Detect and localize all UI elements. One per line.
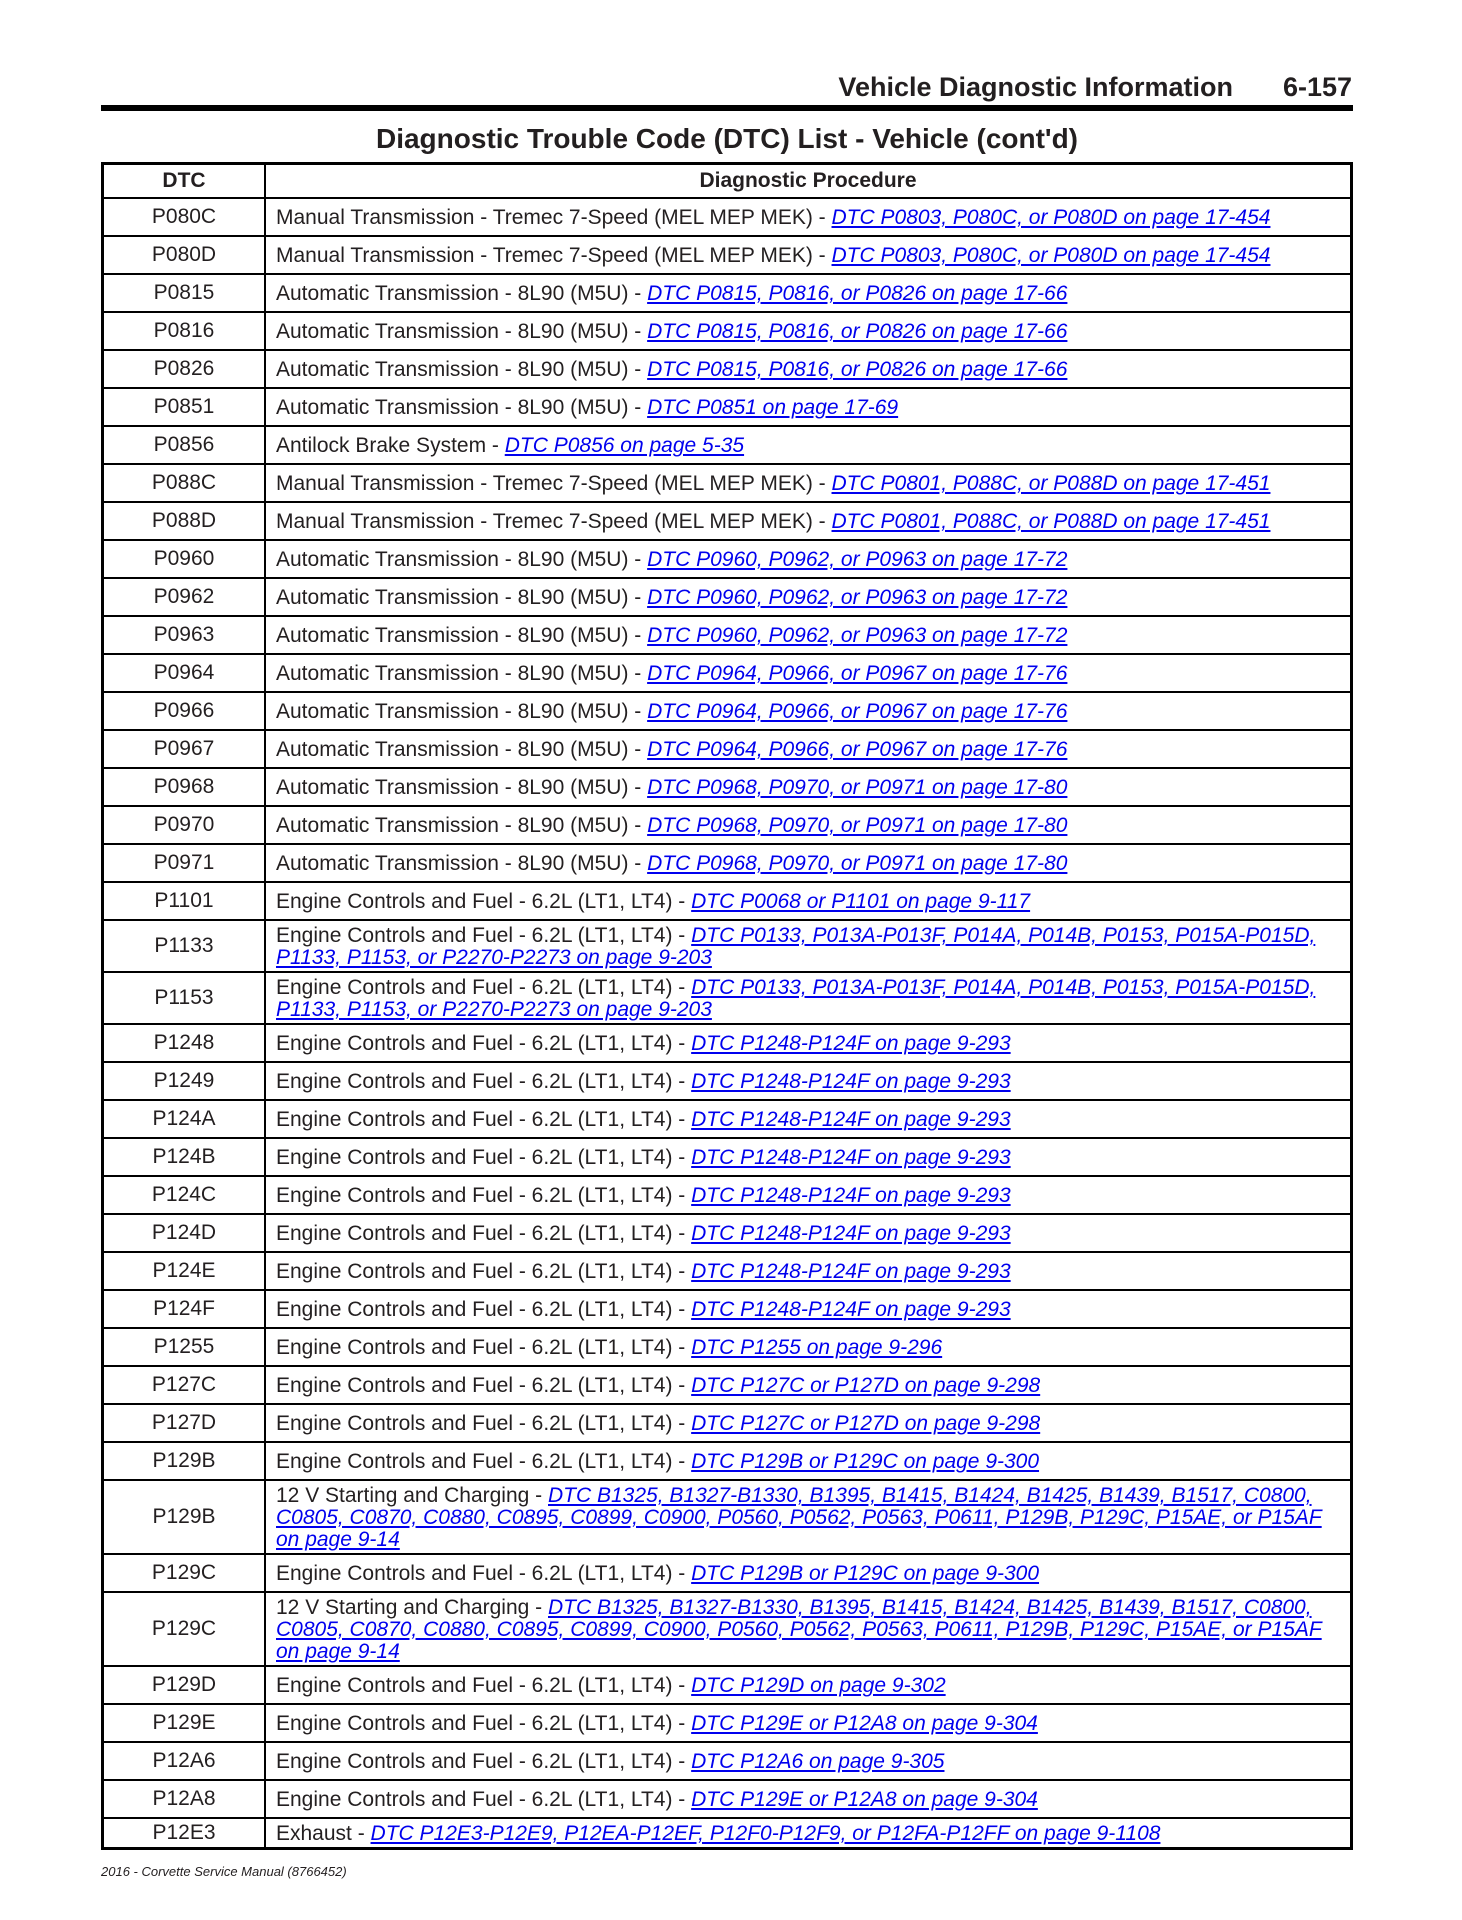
system-name: Manual Transmission - Tremec 7-Speed (MEL MEP MEK) - xyxy=(276,244,832,267)
procedure-link[interactable]: DTC P127C or P127D on page 9-298 xyxy=(691,1374,1041,1397)
table-row xyxy=(103,540,1352,578)
diagnostic-procedure xyxy=(265,236,1352,274)
diagnostic-procedure xyxy=(265,426,1352,464)
procedure-link[interactable]: DTC P0856 on page 5-35 xyxy=(504,434,745,457)
table-row xyxy=(103,312,1352,350)
dtc-table xyxy=(101,162,1353,1850)
procedure-link[interactable]: DTC P129B or P129C on page 9-300 xyxy=(691,1562,1040,1585)
diagnostic-procedure xyxy=(265,1480,1352,1554)
diagnostic-procedure xyxy=(265,540,1352,578)
system-name: Automatic Transmission - 8L90 (M5U) - xyxy=(276,548,648,571)
diagnostic-procedure xyxy=(265,1366,1352,1404)
diagnostic-procedure xyxy=(265,388,1352,426)
table-row xyxy=(103,1366,1352,1404)
diagnostic-procedure xyxy=(265,692,1352,730)
system-name: Engine Controls and Fuel - 6.2L (LT1, LT4) - xyxy=(276,924,692,947)
system-name: Engine Controls and Fuel - 6.2L (LT1, LT4) - xyxy=(276,1788,692,1811)
diagnostic-procedure xyxy=(265,1404,1352,1442)
table-row xyxy=(103,1176,1352,1214)
diagnostic-procedure xyxy=(265,616,1352,654)
diagnostic-procedure xyxy=(265,1176,1352,1214)
column-header-procedure: Diagnostic Procedure xyxy=(265,164,1352,199)
procedure-link[interactable]: DTC B1325, B1327-B1330, B1395, B1415, B1424, B1425, B1439, B1517, C0800, C0805, C0870, C0880, C0895, C0899, C0900, P0560, P0562, P0563, P0611, P129B, P129C, P15AE, or P15AF on page 9-14 xyxy=(276,1596,1322,1663)
table-row xyxy=(103,1592,1352,1666)
dtc-code: P129B xyxy=(103,1442,266,1480)
procedure-link[interactable]: DTC P129B or P129C on page 9-300 xyxy=(691,1450,1040,1473)
diagnostic-procedure xyxy=(265,464,1352,502)
procedure-link[interactable]: DTC P0968, P0970, or P0971 on page 17-80 xyxy=(647,776,1068,799)
system-name: Engine Controls and Fuel - 6.2L (LT1, LT4) - xyxy=(276,1184,692,1207)
procedure-link[interactable]: DTC P0068 or P1101 on page 9-117 xyxy=(691,890,1031,913)
system-name: Engine Controls and Fuel - 6.2L (LT1, LT4) - xyxy=(276,1070,692,1093)
procedure-link[interactable]: DTC P1248-P124F on page 9-293 xyxy=(691,1146,1011,1169)
procedure-link[interactable]: DTC P0803, P080C, or P080D on page 17-454 xyxy=(831,206,1271,229)
procedure-link[interactable]: DTC P0801, P088C, or P088D on page 17-451 xyxy=(831,510,1271,533)
procedure-link[interactable]: DTC P1248-P124F on page 9-293 xyxy=(691,1184,1011,1207)
table-row xyxy=(103,464,1352,502)
dtc-code: P0851 xyxy=(103,388,266,426)
procedure-link[interactable]: DTC P0851 on page 17-69 xyxy=(647,396,899,419)
system-name: Automatic Transmission - 8L90 (M5U) - xyxy=(276,396,648,419)
table-row xyxy=(103,920,1352,972)
dtc-code: P0962 xyxy=(103,578,266,616)
system-name: Engine Controls and Fuel - 6.2L (LT1, LT4) - xyxy=(276,1450,692,1473)
table-row xyxy=(103,654,1352,692)
system-name: Manual Transmission - Tremec 7-Speed (MEL MEP MEK) - xyxy=(276,472,832,495)
procedure-link[interactable]: DTC P1248-P124F on page 9-293 xyxy=(691,1070,1011,1093)
procedure-link[interactable]: DTC P129D on page 9-302 xyxy=(691,1674,946,1697)
system-name: Automatic Transmission - 8L90 (M5U) - xyxy=(276,852,648,875)
system-name: Automatic Transmission - 8L90 (M5U) - xyxy=(276,320,648,343)
table-row xyxy=(103,1742,1352,1780)
system-name: Engine Controls and Fuel - 6.2L (LT1, LT4) - xyxy=(276,976,692,999)
diagnostic-procedure xyxy=(265,1704,1352,1742)
system-name: Automatic Transmission - 8L90 (M5U) - xyxy=(276,738,648,761)
table-row xyxy=(103,1024,1352,1062)
system-name: Exhaust - xyxy=(276,1822,371,1845)
diagnostic-procedure xyxy=(265,502,1352,540)
dtc-code: P129D xyxy=(103,1666,266,1704)
dtc-code: P12A8 xyxy=(103,1780,266,1818)
diagnostic-procedure xyxy=(265,350,1352,388)
table-row xyxy=(103,1442,1352,1480)
diagnostic-procedure xyxy=(265,1138,1352,1176)
diagnostic-procedure xyxy=(265,768,1352,806)
procedure-link[interactable]: DTC P0815, P0816, or P0826 on page 17-66 xyxy=(647,358,1068,381)
table-row xyxy=(103,972,1352,1024)
system-name: Manual Transmission - Tremec 7-Speed (MEL MEP MEK) - xyxy=(276,510,832,533)
system-name: Engine Controls and Fuel - 6.2L (LT1, LT4) - xyxy=(276,1222,692,1245)
system-name: Automatic Transmission - 8L90 (M5U) - xyxy=(276,358,648,381)
table-row xyxy=(103,1704,1352,1742)
system-name: Engine Controls and Fuel - 6.2L (LT1, LT4) - xyxy=(276,1108,692,1131)
procedure-link[interactable]: DTC P1248-P124F on page 9-293 xyxy=(691,1222,1011,1245)
procedure-link[interactable]: DTC P0960, P0962, or P0963 on page 17-72 xyxy=(647,624,1068,647)
procedure-link[interactable]: DTC P0801, P088C, or P088D on page 17-451 xyxy=(831,472,1271,495)
page-header xyxy=(101,68,1353,108)
diagnostic-procedure xyxy=(265,1742,1352,1780)
system-name: Automatic Transmission - 8L90 (M5U) - xyxy=(276,282,648,305)
table-row xyxy=(103,882,1352,920)
system-name: Antilock Brake System - xyxy=(276,434,505,457)
dtc-code: P129B xyxy=(103,1480,266,1554)
table-row xyxy=(103,616,1352,654)
procedure-link[interactable]: DTC P12E3-P12E9, P12EA-P12EF, P12F0-P12F9, or P12FA-P12FF on page 9-1108 xyxy=(370,1822,1161,1845)
dtc-code: P124B xyxy=(103,1138,266,1176)
diagnostic-procedure xyxy=(265,1592,1352,1666)
table-row xyxy=(103,1818,1352,1849)
dtc-code: P129C xyxy=(103,1592,266,1666)
diagnostic-procedure xyxy=(265,654,1352,692)
diagnostic-procedure xyxy=(265,198,1352,236)
table-row xyxy=(103,768,1352,806)
dtc-code: P0815 xyxy=(103,274,266,312)
dtc-code: P080D xyxy=(103,236,266,274)
table-row xyxy=(103,502,1352,540)
dtc-code: P1153 xyxy=(103,972,266,1024)
dtc-code: P12A6 xyxy=(103,1742,266,1780)
dtc-code: P0971 xyxy=(103,844,266,882)
system-name: 12 V Starting and Charging - xyxy=(276,1596,548,1619)
procedure-link[interactable]: DTC P0815, P0816, or P0826 on page 17-66 xyxy=(647,282,1068,305)
table-row xyxy=(103,1554,1352,1592)
section-title: Vehicle Diagnostic Information xyxy=(838,72,1233,102)
diagnostic-procedure xyxy=(265,1290,1352,1328)
diagnostic-procedure xyxy=(265,1062,1352,1100)
diagnostic-procedure xyxy=(265,1024,1352,1062)
table-header-row xyxy=(103,164,1352,199)
procedure-link[interactable]: DTC P129E or P12A8 on page 9-304 xyxy=(691,1712,1038,1735)
dtc-code: P1133 xyxy=(103,920,266,972)
procedure-link[interactable]: DTC P0133, P013A-P013F, P014A, P014B, P0153, P015A-P015D, P1133, P1153, or P2270-P2273 on page 9-203 xyxy=(276,976,1316,1021)
procedure-link[interactable]: DTC P1248-P124F on page 9-293 xyxy=(691,1260,1011,1283)
diagnostic-procedure xyxy=(265,972,1352,1024)
procedure-link[interactable]: DTC P0133, P013A-P013F, P014A, P014B, P0153, P015A-P015D, P1133, P1153, or P2270-P2273 on page 9-203 xyxy=(276,924,1316,969)
system-name: 12 V Starting and Charging - xyxy=(276,1484,548,1507)
table-row xyxy=(103,1290,1352,1328)
system-name: Automatic Transmission - 8L90 (M5U) - xyxy=(276,586,648,609)
page-number: 6-157 xyxy=(1282,72,1352,102)
procedure-link[interactable]: DTC B1325, B1327-B1330, B1395, B1415, B1424, B1425, B1439, B1517, C0800, C0805, C0870, C0880, C0895, C0899, C0900, P0560, P0562, P0563, P0611, P129B, P129C, P15AE, or P15AF on page 9-14 xyxy=(276,1484,1322,1551)
dtc-code: P080C xyxy=(103,198,266,236)
procedure-link[interactable]: DTC P0960, P0962, or P0963 on page 17-72 xyxy=(647,586,1068,609)
dtc-code: P0966 xyxy=(103,692,266,730)
table-row xyxy=(103,692,1352,730)
table-row xyxy=(103,1138,1352,1176)
diagnostic-procedure xyxy=(265,806,1352,844)
table-row xyxy=(103,730,1352,768)
system-name: Engine Controls and Fuel - 6.2L (LT1, LT4) - xyxy=(276,1712,692,1735)
procedure-link[interactable]: DTC P129E or P12A8 on page 9-304 xyxy=(691,1788,1038,1811)
system-name: Automatic Transmission - 8L90 (M5U) - xyxy=(276,700,648,723)
diagnostic-procedure xyxy=(265,1780,1352,1818)
dtc-code: P0970 xyxy=(103,806,266,844)
table-row xyxy=(103,426,1352,464)
system-name: Engine Controls and Fuel - 6.2L (LT1, LT4) - xyxy=(276,890,692,913)
dtc-code: P088D xyxy=(103,502,266,540)
dtc-code: P0960 xyxy=(103,540,266,578)
procedure-link[interactable]: DTC P0964, P0966, or P0967 on page 17-76 xyxy=(647,738,1068,761)
procedure-link[interactable]: DTC P12A6 on page 9-305 xyxy=(691,1750,945,1773)
procedure-link[interactable]: DTC P0964, P0966, or P0967 on page 17-76 xyxy=(647,662,1068,685)
system-name: Engine Controls and Fuel - 6.2L (LT1, LT4) - xyxy=(276,1146,692,1169)
system-name: Engine Controls and Fuel - 6.2L (LT1, LT4) - xyxy=(276,1374,692,1397)
dtc-code: P0964 xyxy=(103,654,266,692)
dtc-code: P124F xyxy=(103,1290,266,1328)
diagnostic-procedure xyxy=(265,1554,1352,1592)
procedure-link[interactable]: DTC P1248-P124F on page 9-293 xyxy=(691,1108,1011,1131)
dtc-code: P129E xyxy=(103,1704,266,1742)
system-name: Engine Controls and Fuel - 6.2L (LT1, LT4) - xyxy=(276,1336,692,1359)
system-name: Engine Controls and Fuel - 6.2L (LT1, LT4) - xyxy=(276,1750,692,1773)
system-name: Automatic Transmission - 8L90 (M5U) - xyxy=(276,776,648,799)
dtc-code: P12E3 xyxy=(103,1818,266,1849)
system-name: Manual Transmission - Tremec 7-Speed (MEL MEP MEK) - xyxy=(276,206,832,229)
table-row xyxy=(103,1666,1352,1704)
diagnostic-procedure xyxy=(265,1252,1352,1290)
system-name: Engine Controls and Fuel - 6.2L (LT1, LT4) - xyxy=(276,1260,692,1283)
procedure-link[interactable]: DTC P1255 on page 9-296 xyxy=(691,1336,943,1359)
dtc-code: P0816 xyxy=(103,312,266,350)
dtc-code: P124C xyxy=(103,1176,266,1214)
table-row xyxy=(103,1252,1352,1290)
system-name: Automatic Transmission - 8L90 (M5U) - xyxy=(276,814,648,837)
system-name: Engine Controls and Fuel - 6.2L (LT1, LT4) - xyxy=(276,1674,692,1697)
system-name: Automatic Transmission - 8L90 (M5U) - xyxy=(276,624,648,647)
system-name: Engine Controls and Fuel - 6.2L (LT1, LT4) - xyxy=(276,1412,692,1435)
diagnostic-procedure xyxy=(265,882,1352,920)
dtc-code: P129C xyxy=(103,1554,266,1592)
dtc-code: P0856 xyxy=(103,426,266,464)
table-row xyxy=(103,578,1352,616)
dtc-code: P1248 xyxy=(103,1024,266,1062)
table-row xyxy=(103,236,1352,274)
table-title: Diagnostic Trouble Code (DTC) List - Vehicle (cont'd) xyxy=(375,123,1079,154)
table-row xyxy=(103,1214,1352,1252)
table-row xyxy=(103,1328,1352,1366)
page-footer: 2016 - Corvette Service Manual (8766452) xyxy=(101,1864,347,1879)
procedure-link[interactable]: DTC P127C or P127D on page 9-298 xyxy=(691,1412,1041,1435)
diagnostic-procedure xyxy=(265,1328,1352,1366)
table-row xyxy=(103,198,1352,236)
dtc-code: P124A xyxy=(103,1100,266,1138)
procedure-link[interactable]: DTC P0968, P0970, or P0971 on page 17-80 xyxy=(647,814,1068,837)
dtc-code: P1249 xyxy=(103,1062,266,1100)
procedure-link[interactable]: DTC P0968, P0970, or P0971 on page 17-80 xyxy=(647,852,1068,875)
table-row xyxy=(103,1404,1352,1442)
procedure-link[interactable]: DTC P1248-P124F on page 9-293 xyxy=(691,1032,1011,1055)
system-name: Engine Controls and Fuel - 6.2L (LT1, LT4) - xyxy=(276,1298,692,1321)
dtc-code: P127C xyxy=(103,1366,266,1404)
procedure-link[interactable]: DTC P0964, P0966, or P0967 on page 17-76 xyxy=(647,700,1068,723)
table-row xyxy=(103,1780,1352,1818)
diagnostic-procedure xyxy=(265,730,1352,768)
system-name: Engine Controls and Fuel - 6.2L (LT1, LT4) - xyxy=(276,1032,692,1055)
table-row xyxy=(103,1100,1352,1138)
procedure-link[interactable]: DTC P0815, P0816, or P0826 on page 17-66 xyxy=(647,320,1068,343)
table-row xyxy=(103,274,1352,312)
system-name: Automatic Transmission - 8L90 (M5U) - xyxy=(276,662,648,685)
dtc-code: P0968 xyxy=(103,768,266,806)
diagnostic-procedure xyxy=(265,1100,1352,1138)
procedure-link[interactable]: DTC P1248-P124F on page 9-293 xyxy=(691,1298,1011,1321)
diagnostic-procedure xyxy=(265,1818,1352,1849)
dtc-code: P127D xyxy=(103,1404,266,1442)
table-row xyxy=(103,844,1352,882)
diagnostic-procedure xyxy=(265,920,1352,972)
diagnostic-procedure xyxy=(265,274,1352,312)
dtc-code: P124E xyxy=(103,1252,266,1290)
dtc-code: P0826 xyxy=(103,350,266,388)
dtc-code: P0963 xyxy=(103,616,266,654)
table-row xyxy=(103,1480,1352,1554)
system-name: Engine Controls and Fuel - 6.2L (LT1, LT4) - xyxy=(276,1562,692,1585)
procedure-link[interactable]: DTC P0803, P080C, or P080D on page 17-454 xyxy=(831,244,1271,267)
procedure-link[interactable]: DTC P0960, P0962, or P0963 on page 17-72 xyxy=(647,548,1068,571)
table-row xyxy=(103,350,1352,388)
diagnostic-procedure xyxy=(265,578,1352,616)
table-body xyxy=(103,198,1352,1849)
diagnostic-procedure xyxy=(265,1214,1352,1252)
diagnostic-procedure xyxy=(265,312,1352,350)
dtc-code: P1101 xyxy=(103,882,266,920)
dtc-code: P088C xyxy=(103,464,266,502)
diagnostic-procedure xyxy=(265,844,1352,882)
diagnostic-procedure xyxy=(265,1666,1352,1704)
table-row xyxy=(103,806,1352,844)
column-header-dtc: DTC xyxy=(103,164,266,199)
dtc-code: P1255 xyxy=(103,1328,266,1366)
dtc-code: P124D xyxy=(103,1214,266,1252)
dtc-code: P0967 xyxy=(103,730,266,768)
header-rule xyxy=(101,105,1353,111)
table-row xyxy=(103,388,1352,426)
table-row xyxy=(103,1062,1352,1100)
diagnostic-procedure xyxy=(265,1442,1352,1480)
